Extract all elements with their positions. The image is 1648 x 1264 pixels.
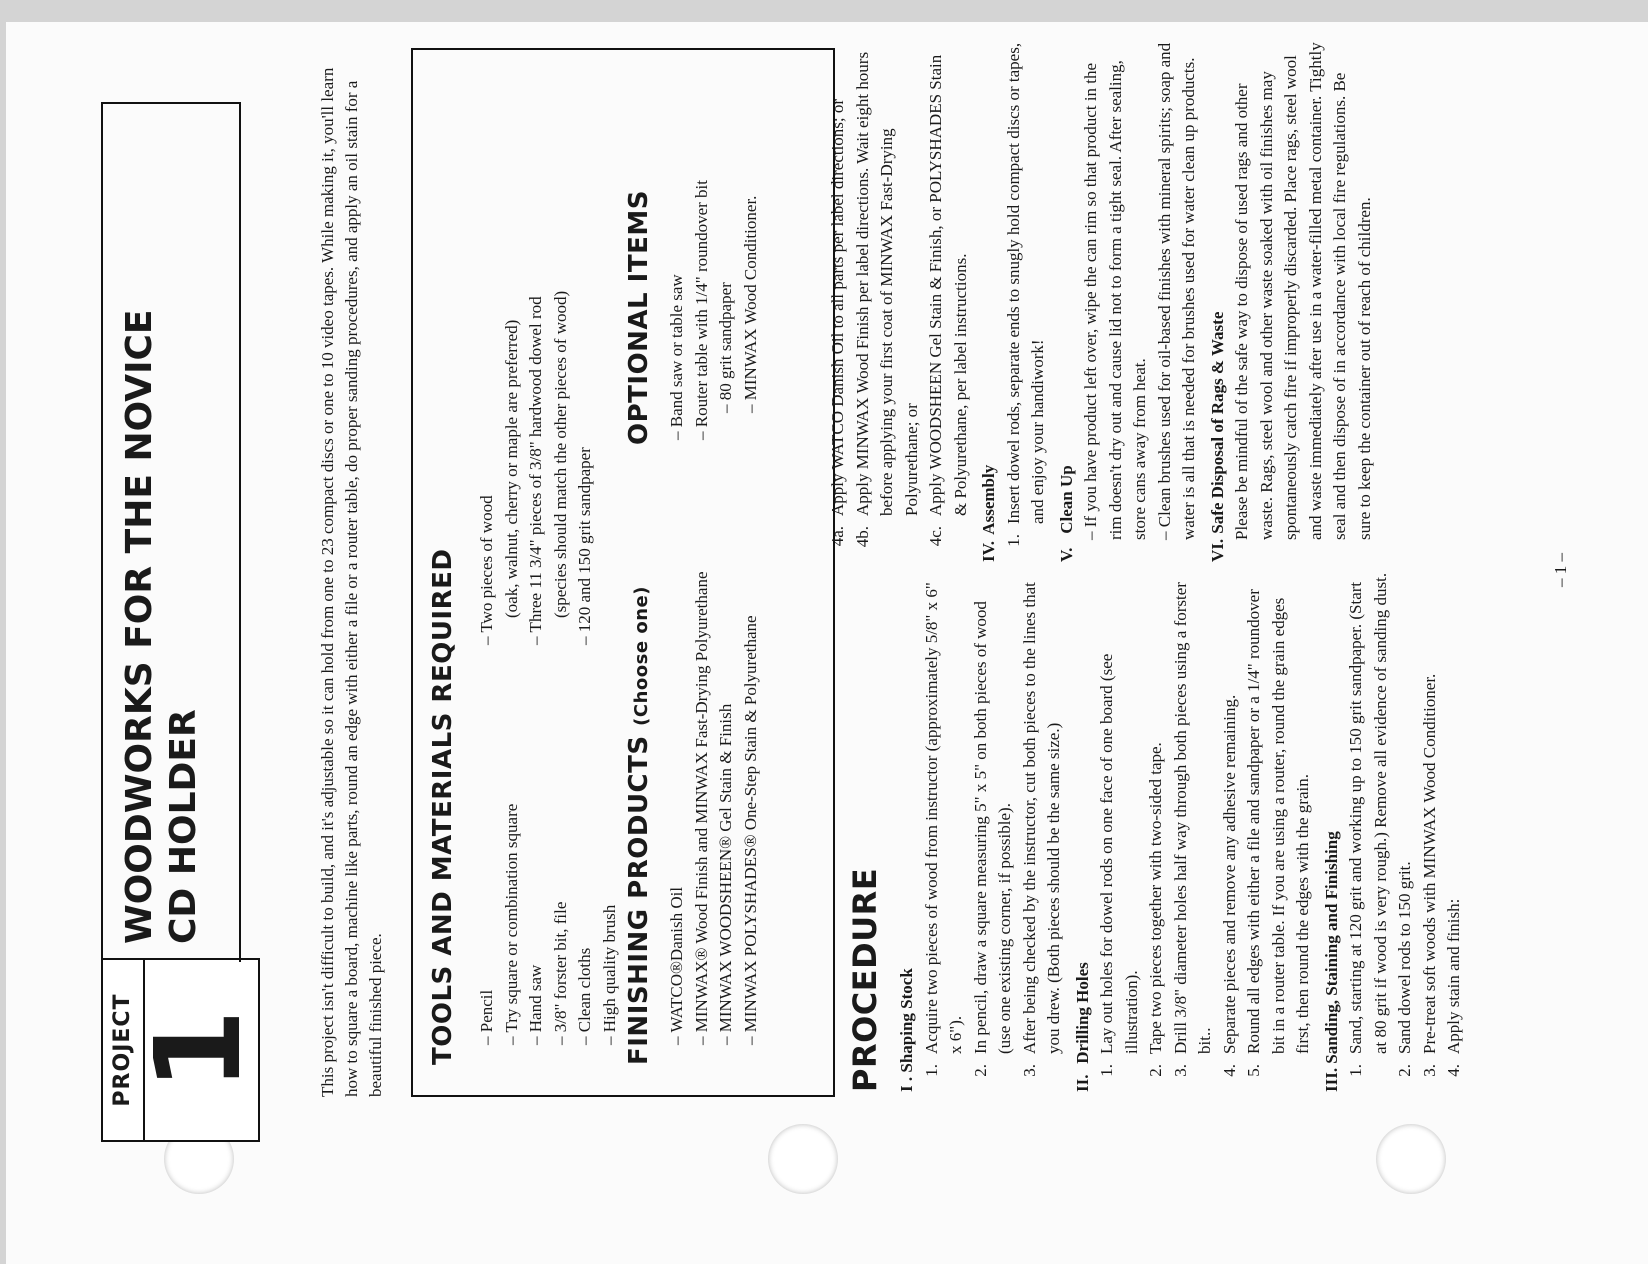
step-item: 2. Sand dowel rods to 150 grit. (1395, 861, 1414, 1077)
step-item: 4. Separate pieces and remove any adhesive remaining. (1219, 694, 1239, 1077)
step-item: 3. Pre-treat soft woods with MINWAX Wood Conditioner. (1419, 673, 1439, 1077)
step-item: 1. Acquire two pieces of wood from instructor (approximately 5/8" x 6" x 6"). (921, 582, 965, 1077)
optional-list (665, 180, 763, 440)
list-item: – Three 11 3/4" pieces of 3/8" hardwood dowel rod (526, 296, 545, 645)
optional-heading: OPTIONAL ITEMS (624, 190, 654, 445)
list-item: – Clean cloths (575, 947, 594, 1045)
title-rule (101, 102, 103, 962)
rotated-page (6, 22, 1646, 1262)
step-item: 1. Insert dowel rods, separate ends to snugly hold compact discs or tapes, and enjoy your handiwork! (1003, 42, 1047, 547)
project-label: PROJECT (103, 960, 145, 1140)
cleanup-item: – If you have product left over, wipe the can rim so that product in the rim doesn't dry out and cause lid not to form a tight seal. After sealing, store cans away from heat. (1081, 60, 1149, 540)
list-item: – Hand saw (526, 964, 545, 1045)
list-item: – Pencil (477, 989, 496, 1045)
materials-box (411, 48, 835, 1097)
step-item: 2. Tape two pieces together with two-sided tape. (1146, 742, 1165, 1077)
step-item: 5. Round all edges with either a file and sandpaper or a 1/4" roundover bit in a router table. If you are using a router, round the grain edges first, then round the edges with the grain. (1244, 589, 1312, 1077)
list-item: – Try square or combination square (501, 803, 521, 1045)
list-item: (oak, walnut, cherry or maple are preferred) (501, 319, 521, 618)
step-item: 3. Drill 3/8" diameter holes half way through both pieces using a forster bit.. (1170, 582, 1214, 1077)
procedure-right-column (826, 42, 1377, 562)
intro-paragraph: This project isn't difficult to build, and it's adjustable so it can hold from one to 23 compact discs or one to 10 video tapes. While making it, you'll learn how to square a board, machine like parts, round an edge with either a file or a router table, do proper sanding procedures, and apply an oil stain for a beautiful finished piece. (318, 67, 385, 1097)
cleanup-item: – Clean brushes used for oil-based finishes with mineral spirits; soap and water is all that is needed for brushes used for water clean up products. (1154, 42, 1198, 540)
list-item: – Router table with 1/4" roundover bit (691, 179, 711, 440)
section-heading-cleanup: V. Clean Up (1056, 465, 1076, 562)
step-item: 1. Lay out holes for dowel rods on one face of one board (see illustration). (1097, 653, 1141, 1077)
document-sheet (6, 22, 1648, 1264)
section-heading-disposal: VI. Safe Disposal of Rags & Waste (1207, 311, 1227, 562)
section-heading-assembly: IV. Assembly (979, 464, 998, 562)
list-item: – Two pieces of wood (477, 495, 496, 645)
list-item: – 120 and 150 grit sandpaper (575, 447, 594, 645)
step-item: 4a. Apply WATCO Danish Oil to all parts per label directions; or (828, 98, 847, 547)
finishing-heading: FINISHING PRODUCTS (Choose one) (624, 586, 654, 1065)
list-item: – MINWAX Wood Conditioner. (740, 195, 760, 413)
title-rule (239, 102, 241, 962)
section-heading-drilling: II. Drilling Holes (1072, 962, 1092, 1092)
project-number: 1 (129, 1008, 267, 1092)
step-item: 3. After being checked by the instructor, cut both pieces to the lines that you drew. (Both pieces should be the same size.) (1019, 582, 1063, 1077)
list-item: – MINWAX POLYSHADES® One-Step Stain & Polyurethane (740, 615, 760, 1045)
list-item: – Band saw or table saw (667, 274, 686, 440)
list-item: – 80 grit sandpaper (716, 282, 735, 413)
page-title (118, 114, 206, 944)
list-item: – MINWAX® Wood Finish and MINWAX Fast-Drying Polyurethane (691, 571, 711, 1045)
title-rule (101, 102, 241, 104)
step-item: 1. Sand, starting at 120 grit and working up to 150 grit sandpaper. (Start at 80 grit if wood is very rough.) Remove all evidence of sanding dust. (1346, 572, 1390, 1077)
procedure-left-column (891, 572, 1467, 1092)
finishing-list (665, 571, 763, 1045)
page-number: – 1 – (1551, 553, 1570, 587)
section-heading-sanding: III. Sanding, Staining and Finishing (1321, 831, 1341, 1092)
list-item: – WATCO®Danish Oil (667, 886, 686, 1045)
title-line-1: WOODWORKS FOR THE NOVICE (119, 309, 160, 944)
step-item: 4. Apply stain and finish: (1444, 898, 1463, 1077)
procedure-heading: PROCEDURE (846, 867, 884, 1092)
step-item: 2. In pencil, draw a square measuring 5" x 5" on both pieces of wood (use one existing corner, if possible). (970, 601, 1014, 1077)
project-badge (101, 958, 267, 1142)
list-item: – MINWAX WOODSHEEN® Gel Stain & Finish (716, 703, 735, 1045)
step-item: 4b. Apply MINWAX Wood Finish per label directions. Wait eight hours before applying your first coat of MINWAX Fast-Drying Polyurethane; or (852, 51, 921, 548)
tools-list-right (475, 291, 598, 645)
title-line-2: CD HOLDER (163, 709, 204, 944)
list-item: (species should match the other pieces of wood) (550, 290, 570, 618)
disposal-paragraph: Please be mindful of the safe way to dispose of used rags and other waste. Rags, steel wool and other waste soaked with oil finishes may spontaneously catch fire if improperly discarded. Place rags, steel wool and waste immediately after use in a water-filled metal container. Tightly seal and then dispose of in accordance with local fire regulations. Be sure to keep the container out of reach of children. (1232, 42, 1374, 540)
finishing-note: (Choose one) (631, 586, 652, 726)
step-item: 4c. Apply WOODSHEEN Gel Stain & Finish, or POLYSHADES Stain & Polyurethane, per label instructions. (926, 54, 970, 547)
tools-heading: TOOLS AND MATERIALS REQUIRED (428, 548, 458, 1065)
list-item: – High quality brush (599, 904, 619, 1045)
list-item: – 3/8" forster bit, file (550, 901, 570, 1045)
section-heading-shaping: I . Shaping Stock (897, 968, 916, 1092)
tools-list-left (475, 804, 622, 1045)
